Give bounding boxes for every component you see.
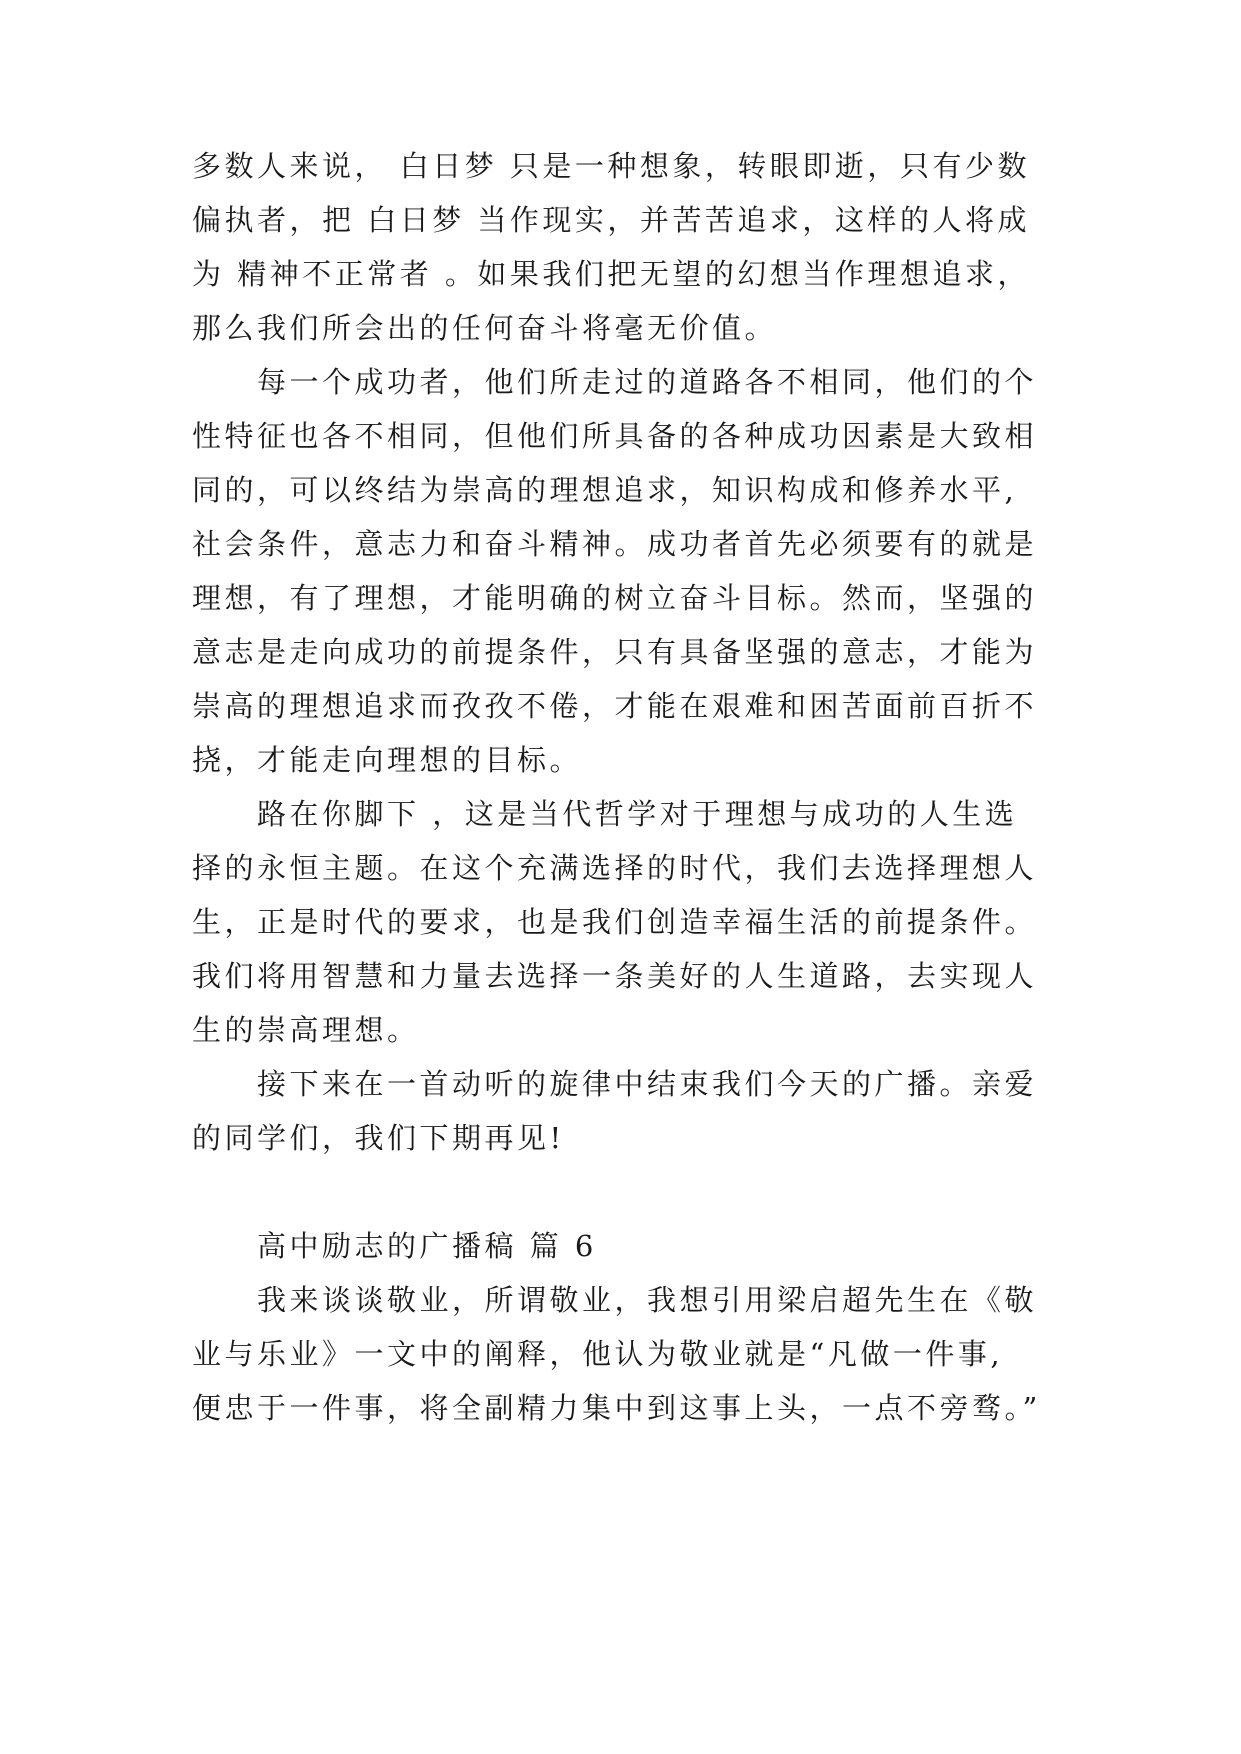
paragraph-2-line-6: 意志是走向成功的前提条件，只有具备坚强的意志，才能为 — [192, 635, 1038, 669]
paragraph-4-line-2: 的同学们，我们下期再见! — [192, 1121, 565, 1155]
section-title: 高中励志的广播稿 篇 6 — [257, 1229, 597, 1263]
paragraph-2-line-3: 同的，可以终结为崇高的理想追求，知识构成和修养水平, — [192, 473, 1018, 507]
paragraph-3-line-4: 我们将用智慧和力量去选择一条美好的人生道路，去实现人 — [192, 959, 1038, 993]
paragraph-2-line-5: 理想，有了理想，才能明确的树立奋斗目标。然而，坚强的 — [192, 581, 1038, 615]
paragraph-2-line-2: 性特征也各不相同，但他们所具备的各种成功因素是大致相 — [192, 419, 1038, 453]
paragraph-5-line-1: 我来谈谈敬业，所谓敬业，我想引用梁启超先生在《敬 — [257, 1283, 1038, 1317]
paragraph-3-line-3: 生，正是时代的要求，也是我们创造幸福生活的前提条件。 — [192, 905, 1038, 939]
paragraph-2-line-4: 社会条件，意志力和奋斗精神。成功者首先必须要有的就是 — [192, 527, 1038, 561]
paragraph-2-line-1: 每一个成功者，他们所走过的道路各不相同，他们的个 — [257, 365, 1038, 399]
paragraph-5-line-2: 业与乐业》一文中的阐释，他认为敬业就是“凡做一件事, — [192, 1337, 1004, 1371]
paragraph-1-line-4: 那么我们所会出的任何奋斗将毫无价值。 — [192, 311, 778, 345]
paragraph-4-line-1: 接下来在一首动听的旋律中结束我们今天的广播。亲爱 — [257, 1067, 1038, 1101]
paragraph-5-line-3: 便忠于一件事，将全副精力集中到这事上头，一点不旁骛。” — [192, 1391, 1041, 1425]
paragraph-3-line-2: 择的永恒主题。在这个充满选择的时代，我们去选择理想人 — [192, 851, 1038, 885]
paragraph-3-line-5: 生的崇高理想。 — [192, 1013, 420, 1047]
paragraph-2-line-8: 挠，才能走向理想的目标。 — [192, 743, 583, 777]
paragraph-3-line-1: 路在你脚下 ，这是当代哲学对于理想与成功的人生选 — [257, 797, 1018, 831]
paragraph-1-line-2: 偏执者，把 白日梦 当作现实，并苦苦追求，这样的人将成 — [192, 203, 1030, 237]
paragraph-1-line-3: 为 精神不正常者 。如果我们把无望的幻想当作理想追求， — [192, 257, 1030, 291]
paragraph-1-line-1: 多数人来说， 白日梦 只是一种想象，转眼即逝，只有少数 — [192, 149, 1030, 183]
paragraph-2-line-7: 崇高的理想追求而孜孜不倦，才能在艰难和困苦面前百折不 — [192, 689, 1038, 723]
